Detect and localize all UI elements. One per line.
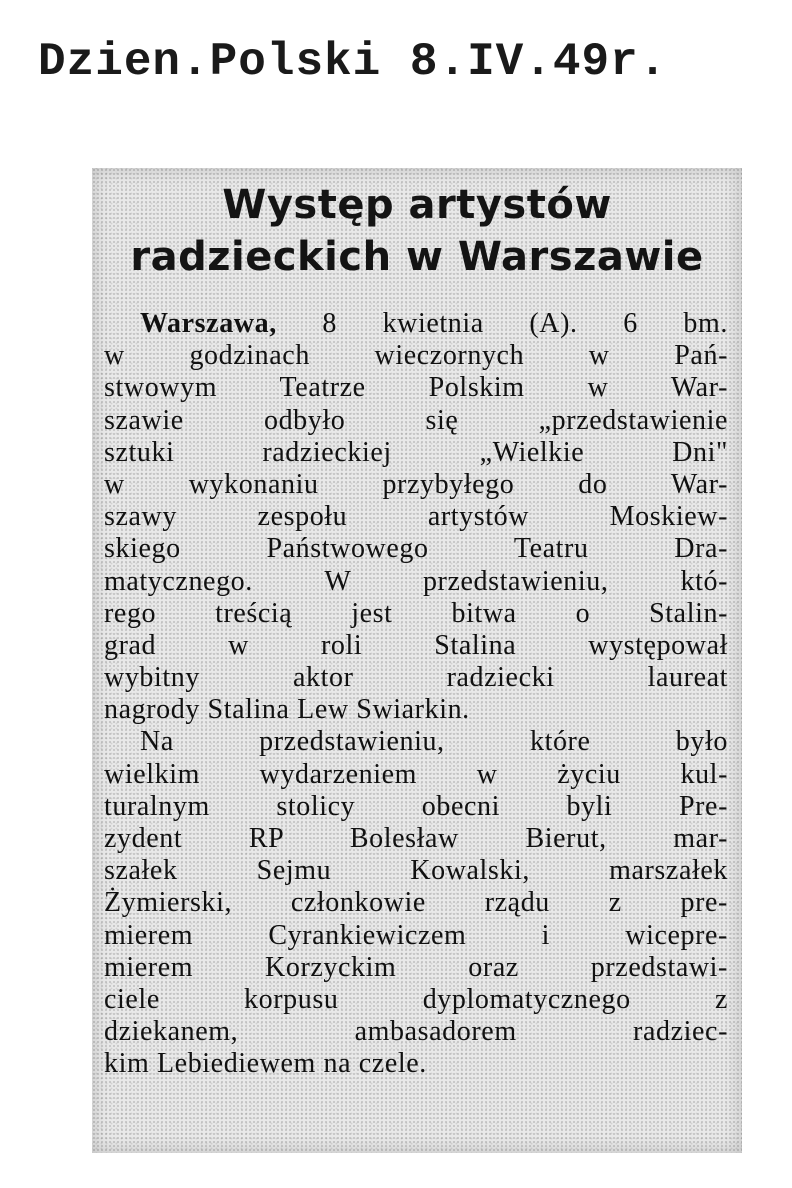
- article-line: mierem Cyrankiewiczem i wicepre-: [104, 919, 728, 951]
- article-line: stwowym Teatrze Polskim w War-: [104, 372, 728, 404]
- article-line: Żymierski, członkowie rządu z pre-: [104, 887, 728, 919]
- article-line: szawy zespołu artystów Moskiew-: [104, 501, 728, 533]
- newspaper-clipping: [92, 168, 742, 1153]
- article-line: wybitny aktor radziecki laureat: [104, 662, 728, 694]
- article-body: [104, 308, 728, 1081]
- article-line: kim Lebiediewem na czele.: [104, 1048, 427, 1080]
- article-line: nagrody Stalina Lew Swiarkin.: [104, 694, 470, 726]
- article-line: dziekanem, ambasadorem radziec-: [104, 1016, 728, 1048]
- article-line: ciele korpusu dyplomatycznego z: [104, 983, 728, 1015]
- article-line: matycznego. W przedstawieniu, któ-: [104, 565, 728, 597]
- dateline: Warszawa,: [140, 308, 277, 339]
- article-line: mierem Korzyckim oraz przedstawi-: [104, 951, 728, 983]
- article-line: turalnym stolicy obecni byli Pre-: [104, 790, 728, 822]
- article-line: wielkim wydarzeniem w życiu kul-: [104, 758, 728, 790]
- article-line: skiego Państwowego Teatru Dra-: [104, 533, 728, 565]
- article-line: grad w roli Stalina występował: [104, 629, 728, 661]
- article-line: w wykonaniu przybyłego do War-: [104, 468, 728, 500]
- article-line: Na przedstawieniu, które było: [140, 726, 728, 758]
- article-line: sztuki radzieckiej „Wielkie Dni": [104, 436, 728, 468]
- article-line: szałek Sejmu Kowalski, marszałek: [104, 855, 728, 887]
- article-line: [104, 308, 728, 340]
- source-label: Dzien.Polski 8.IV.49r.: [38, 36, 668, 88]
- article-line: szawie odbyło się „przedstawienie: [104, 404, 728, 436]
- article-line: rego treścią jest bitwa o Stalin-: [104, 597, 728, 629]
- article-line: zydent RP Bolesław Bierut, mar-: [104, 823, 728, 854]
- headline-line-1: Występ artystów: [222, 182, 612, 228]
- article-line-text: 8 kwietnia (A). 6 bm.: [322, 308, 728, 339]
- article-line: w godzinach wieczornych w Pań-: [104, 340, 728, 372]
- headline-line-2: radzieckich w Warszawie: [130, 234, 704, 280]
